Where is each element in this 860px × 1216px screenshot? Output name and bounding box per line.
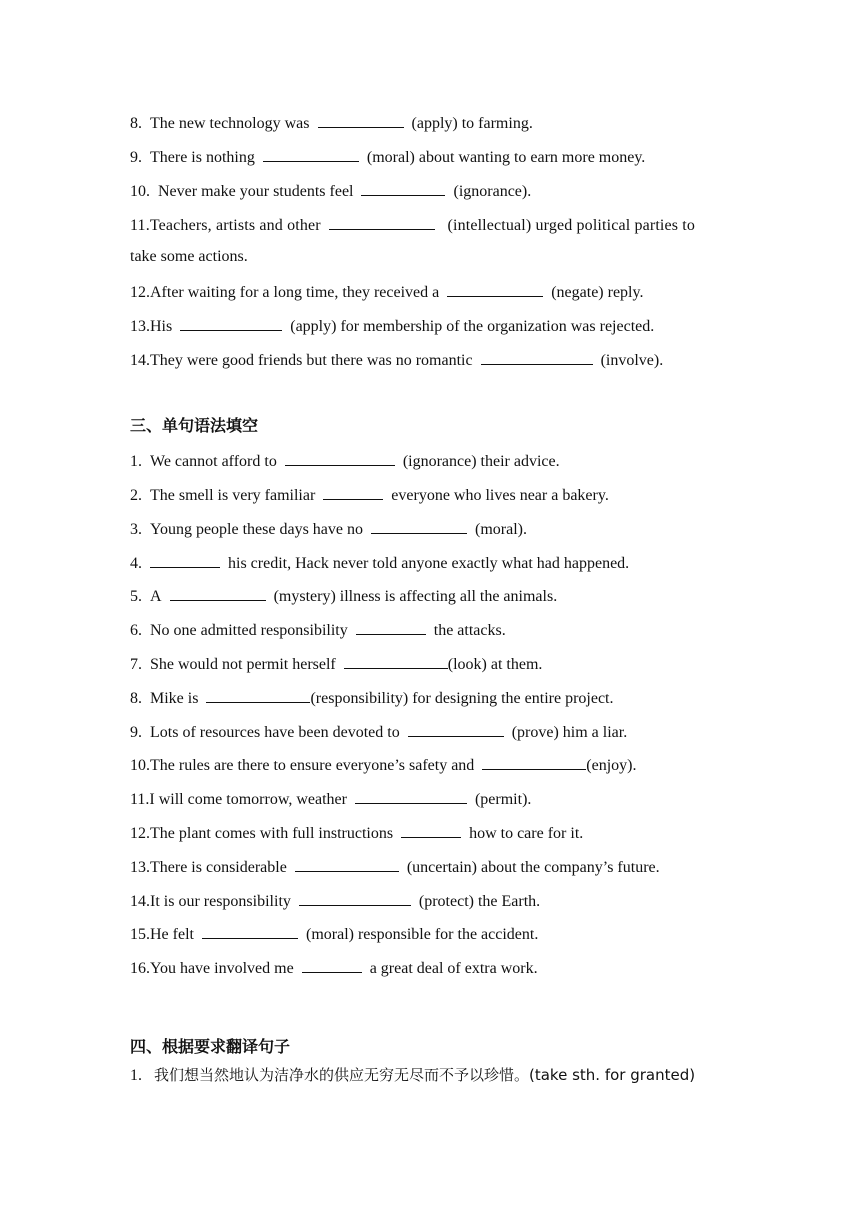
item-text-before: There is nothing (150, 149, 255, 166)
item-text-after: (involve). (600, 352, 664, 369)
answer-blank[interactable] (263, 146, 359, 162)
exercise-item (130, 788, 531, 810)
section-heading: 四、根据要求翻译句子 (130, 1037, 291, 1056)
exercise-item (130, 754, 637, 776)
answer-blank[interactable] (361, 180, 445, 196)
item-text-before: Lots of resources have been devoted to (150, 724, 400, 741)
answer-blank[interactable] (285, 450, 395, 466)
exercise-item (130, 856, 660, 878)
exercise-item (130, 822, 583, 844)
item-continuation-line: take some actions. (130, 248, 248, 265)
exercise-item (130, 349, 663, 371)
item-text-before: They were good friends but there was no romantic (150, 352, 473, 369)
item-text-before: You have involved me (150, 960, 294, 977)
item-text-after: (moral) responsible for the accident. (305, 926, 539, 943)
item-text-before: After waiting for a long time, they received a (150, 284, 440, 301)
exercise-item (130, 281, 643, 303)
item-number: 6. (130, 622, 142, 639)
item-text-before: No one admitted responsibility (150, 622, 348, 639)
exercise-item (130, 518, 527, 540)
item-number: 3. (130, 521, 142, 538)
item-number: 11. (130, 791, 150, 808)
item-text-after: (apply) for membership of the organization was rejected. (290, 318, 655, 335)
item-text-after: (responsibility) for designing the entire project. (310, 690, 614, 707)
answer-blank[interactable] (323, 484, 383, 500)
answer-blank[interactable] (482, 754, 586, 770)
item-number: 13. (130, 859, 150, 876)
item-text-after: the attacks. (433, 622, 506, 639)
answer-blank[interactable] (202, 923, 298, 939)
item-text-after: (look) at them. (447, 656, 543, 673)
answer-blank[interactable] (447, 281, 543, 297)
item-text-after: (ignorance). (453, 183, 532, 200)
item-number: 5. (130, 588, 142, 605)
item-text-before: The smell is very familiar (150, 487, 316, 504)
exercise-item (130, 957, 538, 979)
item-text-before: We cannot afford to (150, 453, 277, 470)
answer-blank[interactable] (371, 518, 467, 534)
answer-blank[interactable] (329, 214, 435, 230)
item-text-after: everyone who lives near a bakery. (391, 487, 609, 504)
translation-item (130, 1065, 695, 1086)
item-number: 9. (130, 724, 142, 741)
item-text-before: She would not permit herself (150, 656, 336, 673)
item-text-after: (moral). (475, 521, 527, 538)
item-text-before: I will come tomorrow, weather (149, 791, 347, 808)
item-text-before: The rules are there to ensure everyone’s safety and (150, 757, 475, 774)
item-number: 4. (130, 555, 142, 572)
exercise-item (130, 687, 613, 709)
item-text-before: Young people these days have no (150, 521, 364, 538)
item-text-before: It is our responsibility (150, 893, 291, 910)
item-text-after: (mystery) illness is affecting all the animals. (273, 588, 558, 605)
item-text-before: Never make your students feel (158, 183, 354, 200)
item-text-after: (apply) to farming. (411, 115, 533, 132)
item-text-after: (protect) the Earth. (418, 893, 541, 910)
item-number: 9. (130, 149, 142, 166)
item-number: 8. (130, 115, 142, 132)
answer-blank[interactable] (355, 788, 467, 804)
item-text-after: (enjoy). (586, 757, 637, 774)
answer-blank[interactable] (150, 552, 220, 568)
item-text-before: There is considerable (150, 859, 287, 876)
answer-blank[interactable] (356, 619, 426, 635)
exercise-item (130, 315, 654, 337)
answer-blank[interactable] (302, 957, 362, 973)
exercise-item (130, 585, 557, 607)
item-text-before: The new technology was (150, 115, 310, 132)
exercise-item (130, 890, 540, 912)
item-number: 7. (130, 656, 142, 673)
item-text-before: Teachers, artists and other (149, 217, 321, 234)
exercise-item (130, 653, 542, 675)
exercise-item (130, 721, 627, 743)
exercise-item (130, 484, 609, 506)
exercise-item (130, 214, 695, 236)
answer-blank[interactable] (299, 890, 411, 906)
item-text-after: (ignorance) their advice. (402, 453, 560, 470)
item-number: 12. (130, 825, 150, 842)
item-number: 14. (130, 352, 150, 369)
item-text-before: He felt (150, 926, 194, 943)
answer-blank[interactable] (408, 721, 504, 737)
answer-blank[interactable] (180, 315, 282, 331)
exercise-item (130, 112, 533, 134)
answer-blank[interactable] (401, 822, 461, 838)
item-number: 14. (130, 893, 150, 910)
item-text-after: (negate) reply. (551, 284, 644, 301)
item-number: 1. (130, 453, 142, 470)
exercise-item (130, 146, 645, 168)
item-text-after: (intellectual) urged political parties to (447, 217, 696, 234)
item-text-before: His (150, 318, 173, 335)
exercise-item (130, 450, 560, 472)
answer-blank[interactable] (170, 585, 266, 601)
answer-blank[interactable] (318, 112, 404, 128)
translation-prompt: 我们想当然地认为洁净水的供应无穷无尽而不予以珍惜。(take sth. for granted) (154, 1066, 696, 1084)
item-number: 15. (130, 926, 150, 943)
exercise-item (130, 180, 531, 202)
exercise-item (130, 923, 538, 945)
answer-blank[interactable] (206, 687, 310, 703)
item-number: 11. (130, 217, 150, 234)
item-text-before: Mike is (150, 690, 199, 707)
item-number: 2. (130, 487, 142, 504)
item-number: 16. (130, 960, 150, 977)
item-text-after: (uncertain) about the company’s future. (406, 859, 660, 876)
item-number: 10. (130, 757, 150, 774)
item-number: 13. (130, 318, 150, 335)
item-number: 8. (130, 690, 142, 707)
item-text-after: (permit). (474, 791, 532, 808)
answer-blank[interactable] (295, 856, 399, 872)
exercise-item (130, 619, 506, 641)
item-text-after: how to care for it. (469, 825, 584, 842)
item-text-after: a great deal of extra work. (369, 960, 538, 977)
answer-blank[interactable] (481, 349, 593, 365)
item-text-after: (moral) about wanting to earn more money. (366, 149, 646, 166)
item-text-after: his credit, Hack never told anyone exactly what had happened. (228, 555, 630, 572)
item-text-before: A (150, 588, 162, 605)
answer-blank[interactable] (344, 653, 448, 669)
item-number: 1. (130, 1067, 142, 1084)
exercise-item (130, 552, 629, 574)
item-number: 10. (130, 183, 150, 200)
item-text-before: The plant comes with full instructions (150, 825, 394, 842)
item-text-after: (prove) him a liar. (511, 724, 628, 741)
section-heading: 三、单句语法填空 (130, 416, 259, 435)
item-number: 12. (130, 284, 150, 301)
